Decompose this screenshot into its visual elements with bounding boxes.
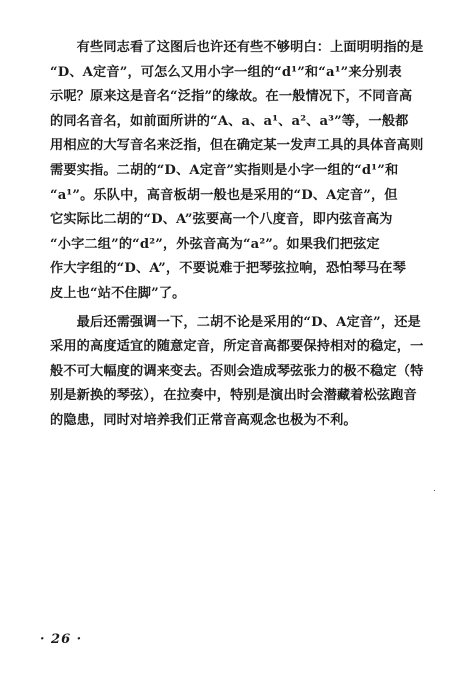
page-number: · 26 ·	[40, 632, 83, 647]
text-line: “小字二组”的“d²”，外弦音高为“a²”。如果我们把弦定	[50, 236, 380, 252]
paragraph-2	[50, 311, 442, 434]
text-line: 的同名音名，如前面所讲的“A、a、a¹、a²、a³”等，一般都	[50, 113, 409, 129]
text-line: 的隐患，同时对培养我们正常音高观念也极为不利。	[50, 412, 357, 428]
text-line: 采用的高度适宜的随意定音，所定音高都要保持相对的稳定，一	[50, 339, 424, 355]
text-line: “a¹”。乐队中，高音板胡一般也是采用的“D、A定音”，但	[50, 187, 398, 203]
body-text	[50, 36, 442, 434]
text-line: 示呢？原来这是音名“泛指”的缘故。在一般情况下，不同音高	[50, 89, 413, 105]
paragraph-1	[50, 36, 442, 307]
text-line: 最后还需强调一下，二胡不论是采用的“D、A定音”，还是	[50, 314, 421, 330]
text-line: 别是新换的琴弦），在拉奏中，特别是演出时会潜藏着松弦跑音	[50, 388, 417, 404]
scan-speck	[434, 490, 435, 491]
text-line: 用相应的大写音名来泛指，但在确定某一发声工具的具体音高则	[50, 138, 424, 154]
text-line: 皮上也“站不住脚”了。	[50, 285, 186, 301]
text-line: 作大字组的“D、A”，不要说难于把琴弦拉响，恐怕琴马在琴	[50, 261, 406, 277]
text-line: 需要实指。二胡的“D、A定音”实指则是小字一组的“d¹”和	[50, 162, 399, 178]
text-line: “D、A定音”，可怎么又用小字一组的“d¹”和“a¹”来分别表	[50, 64, 402, 80]
text-line: 它实际比二胡的“D、A”弦要高一个八度音，即内弦音高为	[50, 212, 393, 228]
text-line: 般不可大幅度的调来变去。否则会造成琴弦张力的极不稳定（特	[50, 363, 424, 379]
text-line: 有些同志看了这图后也许还有些不够明白：上面明明指的是	[50, 40, 424, 55]
